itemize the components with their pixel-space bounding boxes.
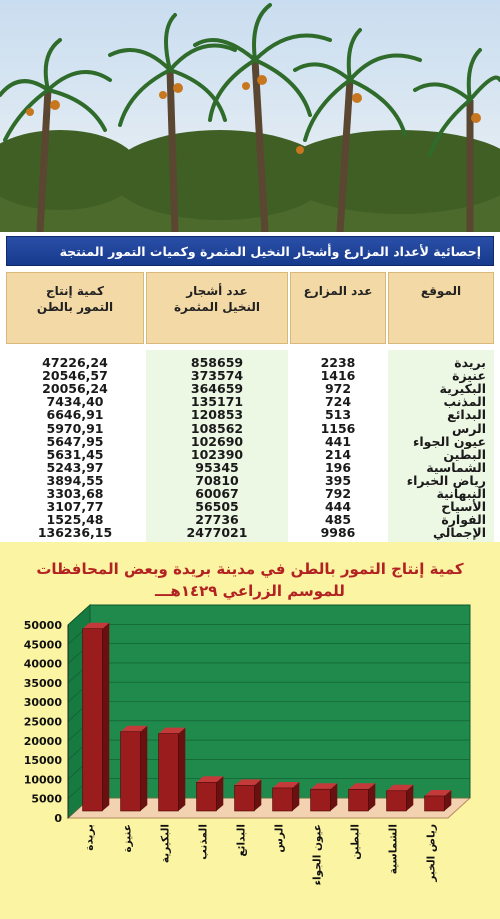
cell-location: الرس: [451, 420, 486, 436]
cell-farms: 441: [324, 433, 352, 449]
header-trees: [146, 272, 288, 344]
cell-production: 20056,24: [42, 381, 108, 397]
cell-location: الشماسية: [426, 459, 486, 475]
cell-location: رياض الخبراء: [406, 472, 486, 488]
y-tick-label: 0: [54, 812, 62, 825]
y-tick-label: 15000: [23, 754, 62, 768]
cell-farms: 395: [324, 472, 352, 488]
bar-side: [178, 728, 185, 811]
y-tick-label: 30000: [23, 696, 62, 710]
cell-production: 1525,48: [46, 512, 104, 528]
cell-production: 20546,57: [42, 368, 108, 384]
cell-production: 5243,97: [46, 459, 104, 475]
x-tick-label: عنيزة: [121, 824, 134, 853]
header-production-line1: كمية إنتاج: [45, 284, 105, 298]
chart-title: [0, 558, 500, 602]
cell-trees: 364659: [190, 381, 244, 397]
bar: [425, 796, 445, 811]
header-production: [6, 272, 144, 344]
x-tick-label: بريدة: [83, 824, 96, 851]
cell-production: 5647,95: [46, 433, 104, 449]
cell-location: الفوارة: [441, 512, 486, 528]
cell-production: 5970,91: [46, 420, 104, 436]
cell-location: المذنب: [443, 394, 486, 410]
x-tick-label: رياض الخبر: [425, 824, 438, 882]
cell-production: 7434,40: [46, 394, 104, 410]
cell-location: الإجمالي: [432, 525, 486, 541]
cell-trees: 2477021: [186, 525, 248, 541]
y-tick-label: 50000: [23, 619, 62, 632]
y-tick-label: 5000: [31, 792, 62, 806]
chart-title-line1: كمية إنتاج التمور بالطن في مدينة بريدة وبعض المحافظات: [36, 560, 464, 578]
cell-trees: 102390: [190, 446, 244, 462]
cell-farms: 196: [324, 459, 352, 475]
cell-location: عيون الجواء: [413, 433, 486, 449]
column-location: [388, 350, 494, 542]
x-tick-label: الشماسية: [387, 824, 400, 875]
bar-side: [216, 776, 223, 811]
bar: [387, 791, 407, 811]
bar: [83, 629, 103, 811]
cell-farms: 2238: [320, 355, 356, 370]
header-location-label: الموقع: [420, 284, 462, 298]
cell-trees: 102690: [190, 433, 244, 449]
cell-production: 3894,55: [46, 472, 104, 488]
bar: [349, 789, 369, 811]
cell-farms: 1156: [320, 420, 356, 436]
cell-farms: 972: [324, 381, 352, 397]
cell-trees: 60067: [195, 486, 239, 501]
cell-location: البدائع: [447, 407, 486, 423]
cell-location: البكيرية: [439, 381, 486, 397]
cell-trees: 27736: [195, 512, 239, 528]
cell-trees: 56505: [195, 499, 239, 515]
cell-farms: 485: [324, 512, 352, 528]
cell-production: 5631,45: [46, 446, 104, 462]
y-tick-label: 25000: [23, 715, 62, 729]
x-tick-label: البكيرية: [159, 824, 172, 864]
bar-side: [140, 726, 147, 811]
bar: [235, 785, 255, 811]
y-tick-label: 45000: [23, 638, 62, 652]
x-tick-label: البدائع: [235, 824, 248, 857]
date-palm-photo: [0, 0, 500, 232]
column-trees: [146, 350, 288, 542]
y-tick-label: 10000: [23, 773, 62, 787]
bar: [121, 732, 141, 811]
production-chart-panel: [0, 542, 500, 919]
cell-trees: 95345: [195, 459, 239, 475]
bar: [273, 788, 293, 811]
cell-trees: 135171: [190, 394, 244, 410]
statistics-table: [0, 232, 500, 542]
x-tick-label: البطين: [349, 824, 362, 860]
y-tick-label: 20000: [23, 734, 62, 748]
header-trees-line2: النخيل المثمرة: [173, 300, 261, 314]
column-farms: [290, 350, 386, 542]
cell-production: 3303,68: [46, 486, 104, 501]
cell-production: 6646,91: [46, 407, 104, 423]
header-trees-line1: عدد أشجار: [186, 284, 248, 298]
x-tick-label: عيون الجواء: [311, 824, 324, 886]
cell-trees: 858659: [190, 355, 244, 370]
header-location: [388, 272, 494, 344]
x-tick-label: المذنب: [197, 824, 210, 860]
cell-farms: 513: [324, 407, 352, 423]
bar-side: [102, 623, 109, 811]
cell-farms: 724: [324, 394, 352, 410]
bar: [159, 734, 179, 811]
chart-title-line2: للموسم الزراعي ١٤٢٩هـــ: [155, 582, 345, 600]
y-tick-label: 35000: [23, 676, 62, 690]
cell-production: 3107,77: [46, 499, 104, 515]
cell-location: النبهانية: [436, 486, 486, 501]
x-tick-label: الرس: [273, 824, 286, 853]
cell-farms: 444: [324, 499, 352, 515]
cell-location: عنيزة: [452, 368, 486, 384]
cell-trees: 70810: [195, 472, 239, 488]
cell-location: بريدة: [454, 355, 486, 370]
cell-farms: 792: [324, 486, 352, 501]
bar: [197, 782, 217, 811]
cell-farms: 9986: [320, 525, 356, 541]
cell-farms: 1416: [320, 368, 356, 384]
cell-location: الأسياح: [441, 499, 486, 515]
cell-location: البطين: [443, 446, 486, 462]
header-production-line2: التمور بالطن: [36, 300, 114, 314]
header-farms-label: عدد المزارع: [303, 284, 373, 298]
cell-production: 47226,24: [42, 355, 108, 370]
cell-trees: 108562: [190, 420, 244, 436]
header-farms: [290, 272, 386, 344]
bar: [311, 789, 331, 811]
column-production: [6, 350, 144, 542]
y-tick-label: 40000: [23, 657, 62, 671]
cell-farms: 214: [324, 446, 352, 462]
cell-production: 136236,15: [37, 525, 113, 541]
cell-trees: 120853: [190, 407, 244, 423]
cell-trees: 373574: [190, 368, 244, 384]
table-title: إحصائية لأعداد المزارع وأشجار النخيل المثمرة وكميات التمور المنتجة: [6, 236, 494, 266]
